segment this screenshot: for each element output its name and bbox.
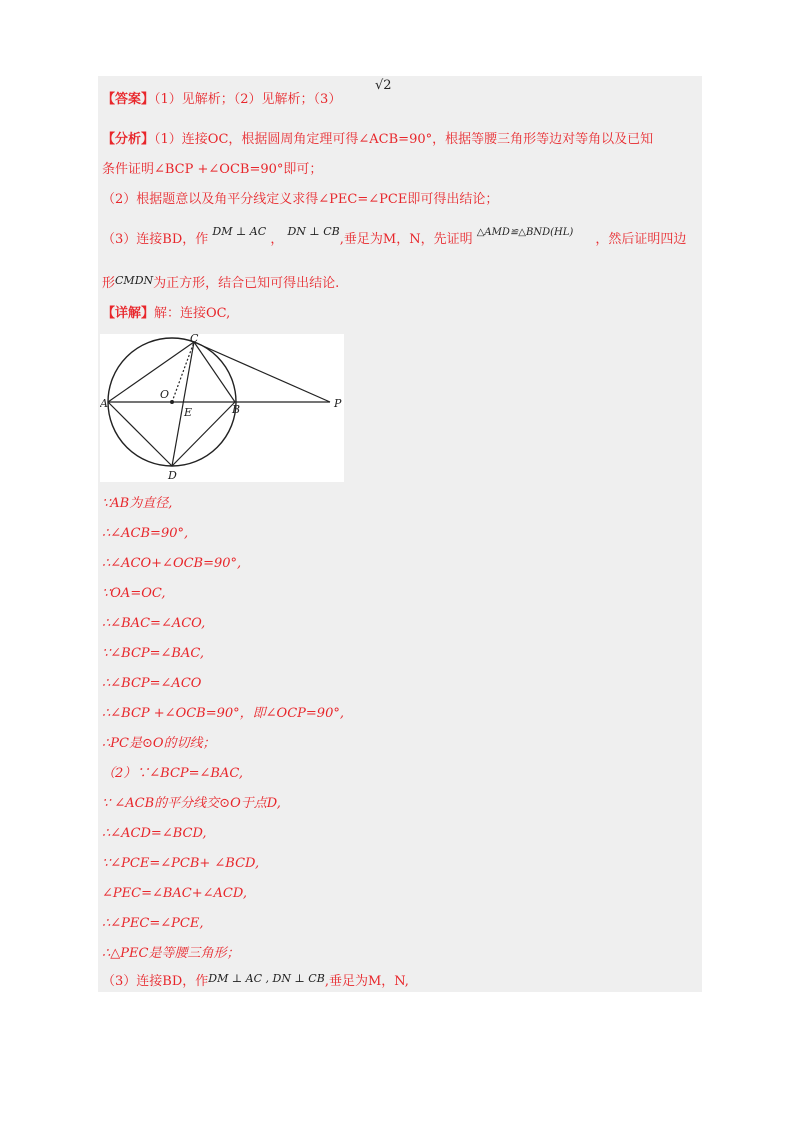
label-p: P bbox=[334, 397, 342, 410]
analysis-line-5 bbox=[102, 276, 339, 292]
analysis-text-4a: （3）连接BD，作 bbox=[102, 232, 209, 247]
line-ac bbox=[108, 342, 194, 402]
label-a: A bbox=[100, 397, 108, 410]
step-14: ∠PEC=∠BAC+∠ACD, bbox=[102, 886, 247, 901]
label-c: C bbox=[190, 334, 199, 345]
analysis-text-4c: ，然后证明四边 bbox=[595, 232, 687, 247]
detail-tag: 【详解】 bbox=[102, 306, 155, 321]
math-congruent: △AMD≌△BND(HL) bbox=[476, 227, 574, 238]
analysis-line-1 bbox=[102, 132, 653, 148]
geometry-figure bbox=[100, 334, 344, 482]
answer-text: （1）见解析；（2）见解析；（3） bbox=[154, 92, 342, 107]
label-b: B bbox=[232, 403, 241, 416]
step-9: ∴PC是⊙O的切线； bbox=[102, 736, 216, 751]
step-8: ∴∠BCP +∠OCB=90°，即∠OCP=90°, bbox=[102, 706, 344, 721]
center-point bbox=[170, 400, 174, 404]
detail-line bbox=[102, 306, 230, 322]
step-1: ∵AB为直径, bbox=[102, 496, 173, 511]
analysis-text-4b: ,垂足为M，N，先证明 bbox=[339, 232, 473, 247]
label-o: O bbox=[160, 388, 170, 401]
step-15: ∴∠PEC=∠PCE, bbox=[102, 916, 204, 931]
math-dn-perp-cb: DN ⊥ CB bbox=[287, 225, 340, 238]
step-last-a: （3）连接BD，作 bbox=[102, 974, 209, 989]
step-last-b: ,垂足为M，N, bbox=[324, 974, 409, 989]
label-d: D bbox=[168, 469, 177, 482]
step-3: ∴∠ACO+∠OCB=90°, bbox=[102, 556, 242, 571]
step-4: ∵OA=OC, bbox=[102, 586, 166, 601]
analysis-line-2: 条件证明∠BCP +∠OCB=90°即可； bbox=[102, 162, 323, 177]
step-last bbox=[102, 974, 409, 990]
answer-value: √2 bbox=[375, 78, 392, 93]
math-dm-perp-ac: DM ⊥ AC bbox=[212, 225, 267, 238]
analysis-text-1: （1）连接OC，根据圆周角定理可得∠ACB=90°，根据等腰三角形等边对等角以及已知 bbox=[154, 132, 654, 147]
step-10: （2）∵∠BCP=∠BAC, bbox=[102, 766, 243, 781]
answer-tag: 【答案】 bbox=[102, 92, 155, 107]
math-dm-dn-perp: DM ⊥ AC , DN ⊥ CB bbox=[208, 972, 325, 985]
answer-line bbox=[102, 92, 341, 108]
step-7: ∴∠BCP=∠ACO bbox=[102, 676, 202, 691]
circle-diagram bbox=[100, 334, 344, 482]
math-cmdn: CMDN bbox=[115, 274, 154, 287]
step-11: ∵ ∠ACB的平分线交⊙O于点D, bbox=[102, 796, 281, 811]
analysis-tag: 【分析】 bbox=[102, 132, 155, 147]
step-2: ∴∠ACB=90°, bbox=[102, 526, 189, 541]
step-13: ∵∠PCE=∠PCB+ ∠BCD, bbox=[102, 856, 260, 871]
line-oc-dashed bbox=[172, 342, 194, 402]
analysis-text-5b: 为正方形，结合已知可得出结论. bbox=[153, 276, 340, 291]
step-6: ∵∠BCP=∠BAC, bbox=[102, 646, 204, 661]
analysis-text-5a: 形 bbox=[102, 276, 116, 291]
analysis-comma: ， bbox=[270, 232, 284, 247]
content-panel bbox=[98, 76, 702, 992]
step-12: ∴∠ACD=∠BCD, bbox=[102, 826, 207, 841]
line-ad bbox=[108, 402, 172, 466]
label-e: E bbox=[184, 406, 193, 419]
step-16: ∴△PEC是等腰三角形； bbox=[102, 946, 240, 961]
detail-intro: 解：连接OC, bbox=[154, 306, 231, 321]
step-5: ∴∠BAC=∠ACO, bbox=[102, 616, 206, 631]
analysis-line-3: （2）根据题意以及角平分线定义求得∠PEC=∠PCE即可得出结论； bbox=[102, 192, 499, 207]
